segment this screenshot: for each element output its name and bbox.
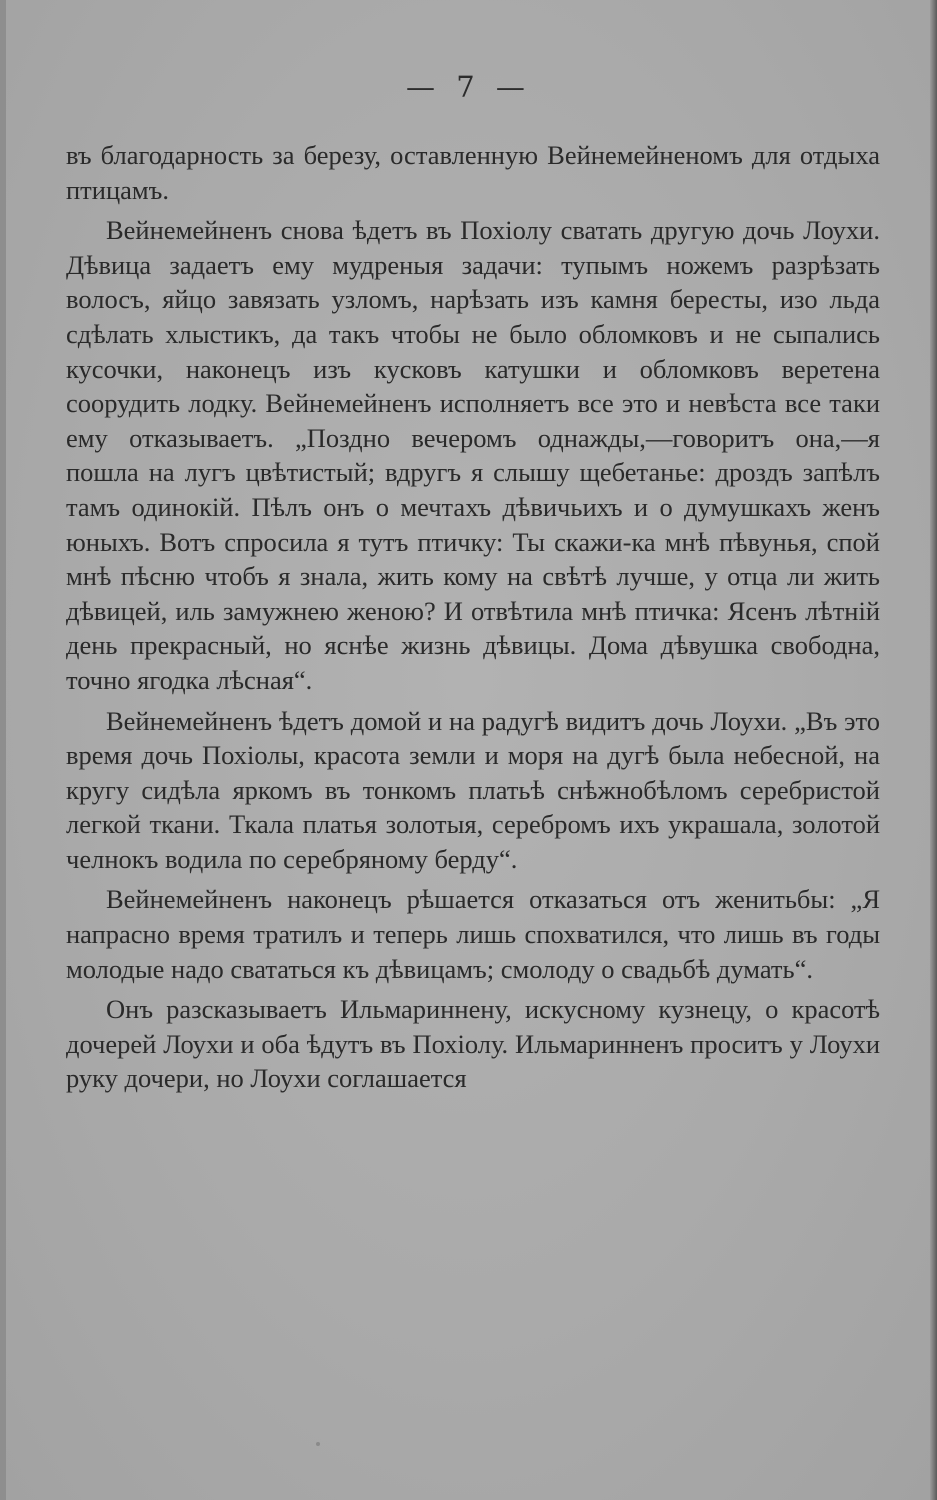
page-left-edge [0, 0, 6, 1500]
page-right-edge [930, 0, 937, 1500]
paragraph: Вейнемейненъ наконецъ рѣшается отказаться отъ женитьбы: „Я напрасно время тратилъ и теперь лишь спохватился, что лишь въ годы молодые надо свататься къ дѣвицамъ; смолоду о свадьбѣ думать“. [66, 884, 880, 984]
page-number: — 7 — [406, 70, 531, 104]
body-text [66, 138, 880, 1096]
paragraph: Онъ разсказываетъ Ильмариннену, искусному кузнецу, о красотѣ дочерей Лоухи и оба ѣдутъ въ Похіолу. Ильмаринненъ проситъ у Лоухи руку дочери, но Лоухи соглашается [66, 994, 880, 1094]
paragraph: Вейнемейненъ ѣдетъ домой и на радугѣ видитъ дочь Лоухи. „Въ это время дочь Похіолы, красота земли и моря на дугѣ была небесной, на кругу сидѣла яркомъ въ тонкомъ платьѣ снѣжнобѣломъ серебристой легкой ткани. Ткала платья золотыя, серебромъ ихъ украшала, золотой челнокъ водила по серебряному берду“. [66, 705, 880, 874]
paper-speck [316, 1442, 320, 1446]
paragraph: Вейнемейненъ снова ѣдетъ въ Похіолу сватать другую дочь Лоухи. Дѣвица задаетъ ему мудреныя задачи: тупымъ ножемъ разрѣзать волосъ, яйцо завязать узломъ, нарѣзать изъ камня бересты, изо льда сдѣлать хлыстикъ, да такъ чтобы не было обломковъ и не сыпались кусочки, наконецъ изъ кусковъ катушки и обломковъ веретена соорудить лодку. Вейнемейненъ исполняетъ все это и невѣста все таки ему отказываетъ. „Поздно вечеромъ однажды,—говоритъ она,—я пошла на лугъ цвѣтистый; вдругъ я слышу щебетанье: дроздъ запѣлъ тамъ одинокій. Пѣлъ онъ о мечтахъ дѣвичьихъ и о думушкахъ женъ юныхъ. Вотъ спросила я тутъ птичку: Ты скажи-ка мнѣ пѣвунья, спой мнѣ пѣсню чтобъ я знала, жить кому на свѣтѣ лучше, у отца ли жить дѣвицей, иль замужнею женою? И отвѣтила мнѣ птичка: Ясенъ лѣтній день прекрасный, но яснѣе жизнь дѣвицы. Дома дѣвушка свободна, точно ягодка лѣсная“. [66, 215, 880, 695]
paragraph-continuation: въ благодарность за березу, оставленную Вейнемейненомъ для отдыха птицамъ. [66, 140, 880, 205]
